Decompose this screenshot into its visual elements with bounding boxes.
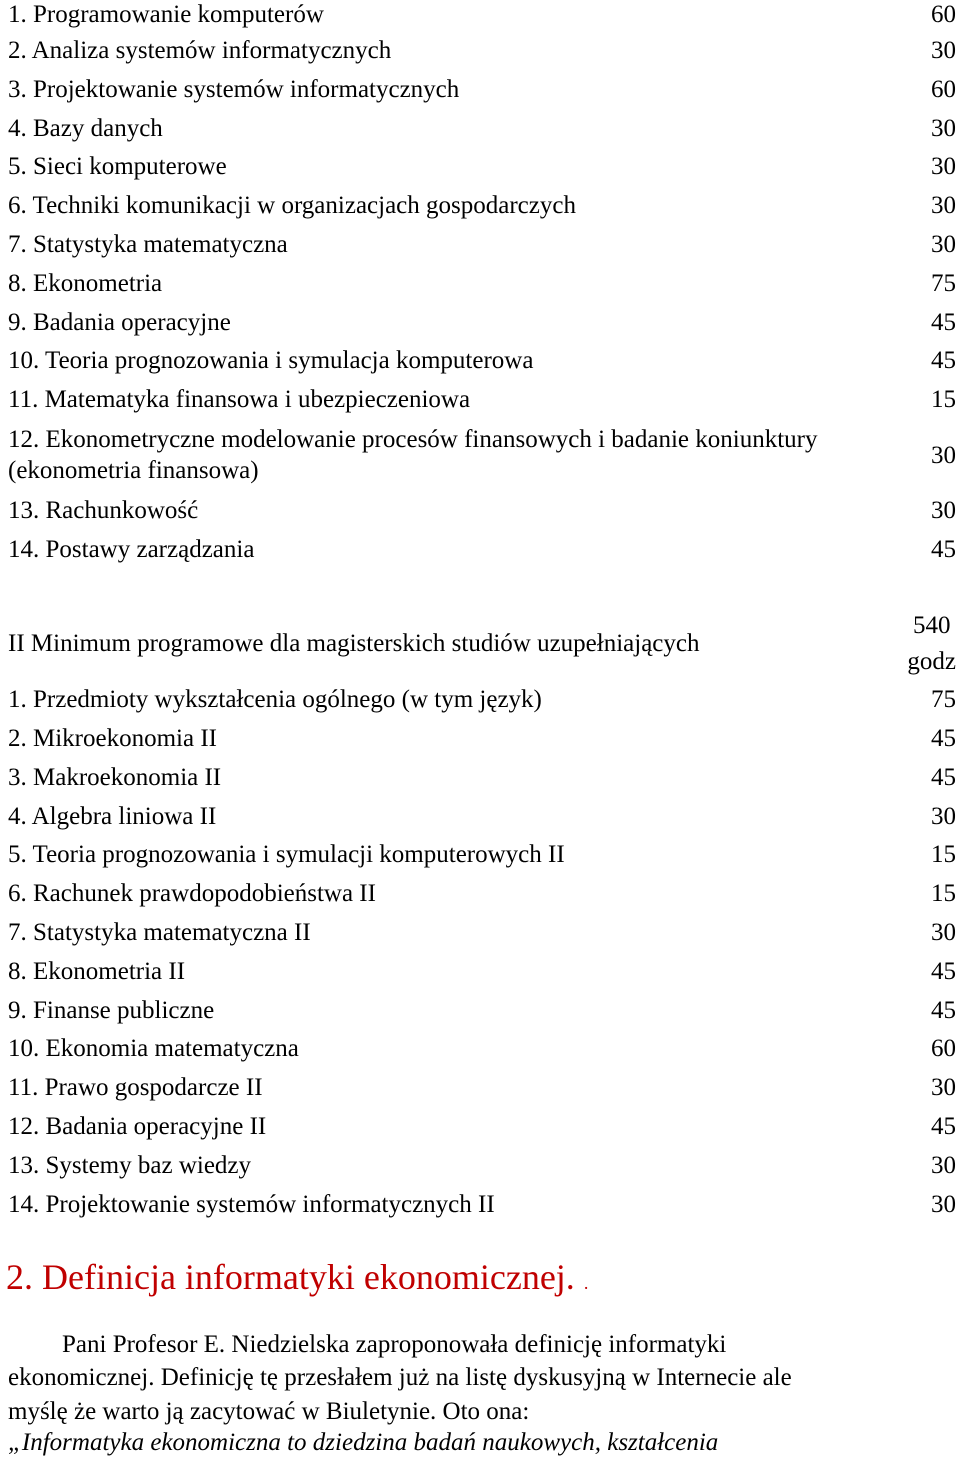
paragraph-line: myślę że warto ją zacytować w Biuletynie. Oto ona: [8, 1398, 530, 1425]
course-hours: 15 [931, 386, 956, 413]
course-label: 7. Statystyka matematyczna [8, 231, 288, 258]
course-hours: 45 [931, 1113, 956, 1140]
course-hours: 30 [931, 442, 956, 469]
course-hours: 30 [931, 231, 956, 258]
course-hours: 30 [931, 1152, 956, 1179]
course-hours: 30 [931, 192, 956, 219]
course-label: 8. Ekonometria II [8, 958, 186, 985]
course-hours: 45 [931, 764, 956, 791]
course-row [0, 840, 960, 870]
course-row [0, 724, 960, 754]
course-label: 3. Makroekonomia II [8, 764, 222, 791]
course-row [0, 0, 960, 30]
course-hours: 45 [931, 958, 956, 985]
course-hours: 45 [931, 997, 956, 1024]
course-label: 3. Projektowanie systemów informatycznych [8, 76, 460, 103]
course-label: 2. Mikroekonomia II [8, 725, 217, 752]
course-label: 13. Systemy baz wiedzy [8, 1152, 252, 1179]
course-label: 10. Teoria prognozowania i symulacja komputerowa [8, 347, 534, 374]
course-hours: 30 [931, 803, 956, 830]
course-label: 4. Bazy danych [8, 115, 163, 142]
course-label: 1. Przedmioty wykształcenia ogólnego (w tym język) [8, 686, 542, 713]
course-row [0, 269, 960, 299]
course-row-multiline [0, 424, 960, 488]
course-label: 5. Sieci komputerowe [8, 153, 227, 180]
chapter-title-trailing-dot: . [583, 1273, 589, 1293]
course-row [0, 75, 960, 105]
course-hours: 30 [931, 1074, 956, 1101]
course-label: 7. Statystyka matematyczna II [8, 919, 311, 946]
course-row [0, 996, 960, 1026]
course-hours: 30 [931, 153, 956, 180]
section-total [907, 608, 956, 680]
course-row [0, 802, 960, 832]
course-label: 9. Finanse publiczne [8, 997, 215, 1024]
course-label: 14. Projektowanie systemów informatycznych II [8, 1191, 495, 1218]
course-row [0, 346, 960, 376]
course-row [0, 36, 960, 66]
course-label: 6. Techniki komunikacji w organizacjach gospodarczych [8, 192, 576, 219]
course-hours: 60 [931, 1, 956, 28]
course-label: 6. Rachunek prawdopodobieństwa II [8, 880, 376, 907]
course-label: 12. Badania operacyjne II [8, 1113, 267, 1140]
course-hours: 75 [931, 686, 956, 713]
course-hours: 30 [931, 919, 956, 946]
course-hours: 30 [931, 1191, 956, 1218]
course-label: 10. Ekonomia matematyczna [8, 1035, 299, 1062]
course-hours: 75 [931, 270, 956, 297]
paragraph-line: ekonomicznej. Definicję tę przesłałem już na listę dyskusyjną w Internecie ale [8, 1364, 792, 1391]
course-hours: 60 [931, 1035, 956, 1062]
quote-line: „Informatyka ekonomiczna to dziedzina badań naukowych, kształcenia [8, 1429, 719, 1456]
course-row [0, 114, 960, 144]
course-hours: 45 [931, 536, 956, 563]
course-row [0, 496, 960, 526]
course-label: 4. Algebra liniowa II [8, 803, 217, 830]
course-label: 1. Programowanie komputerów [8, 1, 324, 28]
course-hours: 15 [931, 880, 956, 907]
course-row [0, 879, 960, 909]
course-label: 13. Rachunkowość [8, 497, 199, 524]
course-row [0, 308, 960, 338]
course-hours: 60 [931, 76, 956, 103]
course-label: 11. Matematyka finansowa i ubezpieczeniowa [8, 386, 471, 413]
section-total-unit: godz [907, 648, 956, 675]
course-row [0, 152, 960, 182]
course-label: 14. Postawy zarządzania [8, 536, 255, 563]
course-row [0, 685, 960, 715]
course-row [0, 763, 960, 793]
course-hours: 15 [931, 841, 956, 868]
course-label: 12. Ekonometryczne modelowanie procesów finansowych i badanie koniunktury (ekonometria finansowa) [8, 426, 818, 484]
course-row [0, 1151, 960, 1181]
course-row [0, 191, 960, 221]
section-heading-text: II Minimum programowe dla magisterskich studiów uzupełniających [8, 630, 700, 657]
course-label: 2. Analiza systemów informatycznych [8, 37, 392, 64]
course-row [0, 957, 960, 987]
course-row [0, 1073, 960, 1103]
chapter-title-text: 2. Definicja informatyki ekonomicznej. [6, 1257, 575, 1297]
course-row [0, 1112, 960, 1142]
course-label: 11. Prawo gospodarcze II [8, 1074, 263, 1101]
course-hours: 30 [931, 497, 956, 524]
section-heading [0, 608, 960, 680]
course-row [0, 918, 960, 948]
course-hours: 45 [931, 725, 956, 752]
section-total-hours: 540 [912, 612, 951, 639]
course-label: 9. Badania operacyjne [8, 309, 231, 336]
course-row [0, 230, 960, 260]
course-hours: 30 [931, 115, 956, 142]
course-row [0, 1034, 960, 1064]
paragraph-line: Pani Profesor E. Niedzielska zaproponowała definicję informatyki [62, 1331, 727, 1358]
course-label: 8. Ekonometria [8, 270, 163, 297]
course-row [0, 535, 960, 565]
course-row [0, 1190, 960, 1220]
course-hours: 30 [931, 37, 956, 64]
chapter-title [6, 1254, 588, 1306]
course-hours: 45 [931, 347, 956, 374]
course-row [0, 385, 960, 415]
course-hours: 45 [931, 309, 956, 336]
course-label: 5. Teoria prognozowania i symulacji komputerowych II [8, 841, 565, 868]
